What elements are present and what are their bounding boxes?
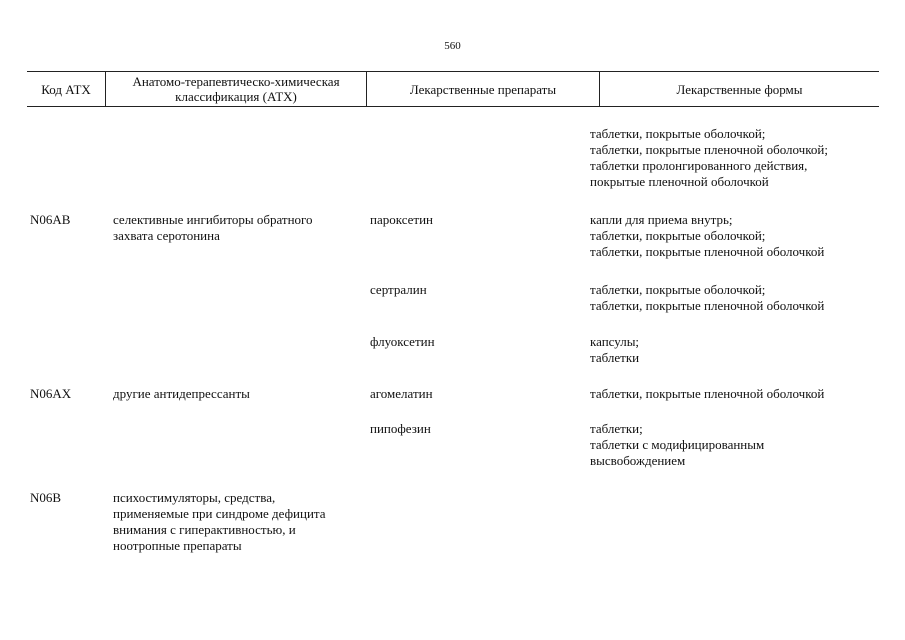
form-line: таблетки, покрытые пленочной оболочкой (590, 244, 825, 259)
form-line: таблетки пролонгированного действия, (590, 158, 808, 173)
forms-cell (590, 212, 824, 260)
forms-cell (590, 282, 824, 314)
header-code: Код АТХ (41, 81, 91, 97)
page-number: 560 (444, 40, 461, 52)
classification-line: селективные ингибиторы обратного (113, 212, 313, 227)
drug-name: агомелатин (370, 386, 433, 401)
drug-name: пароксетин (370, 212, 434, 227)
form-line: покрытые пленочной оболочкой (590, 174, 769, 189)
form-line: таблетки, покрытые пленочной оболочкой; (590, 142, 828, 157)
form-line: капли для приема внутрь; (590, 212, 733, 227)
drug-name: пипофезин (370, 421, 431, 436)
forms-cell (590, 126, 828, 190)
classification-line: внимания с гиперактивностью, и (113, 522, 296, 537)
header-drugs: Лекарственные препараты (409, 81, 557, 97)
forms-cell (590, 386, 824, 402)
header-classification: Анатомо-терапевтическо-химическая классификация (АТХ) (132, 74, 340, 104)
atc-code: N06AX (30, 386, 72, 401)
form-line: таблетки; (590, 421, 643, 436)
header-forms: Лекарственные формы (676, 81, 803, 97)
form-line: таблетки с модифицированным (590, 437, 765, 452)
classification-line: ноотропные препараты (113, 538, 242, 553)
atc-code: N06B (30, 490, 62, 505)
classification-line: захвата серотонина (113, 228, 220, 243)
classification-cell (113, 386, 250, 402)
form-line: таблетки, покрытые пленочной оболочкой (590, 298, 825, 313)
form-line: таблетки, покрытые пленочной оболочкой (590, 386, 825, 401)
forms-cell (590, 421, 764, 469)
drug-name: флуоксетин (370, 334, 435, 349)
form-line: высвобождением (590, 453, 686, 468)
form-line: таблетки, покрытые оболочкой; (590, 126, 766, 141)
classification-cell (113, 212, 313, 244)
classification-line: применяемые при синдроме дефицита (113, 506, 326, 521)
forms-cell (590, 334, 639, 366)
table-header (27, 72, 879, 106)
form-line: таблетки, покрытые оболочкой; (590, 282, 766, 297)
form-line: капсулы; (590, 334, 640, 349)
classification-cell (113, 490, 326, 554)
classification-line: другие антидепрессанты (113, 386, 250, 401)
drug-name: сертралин (370, 282, 427, 297)
table-header-rule (27, 106, 879, 107)
atc-code: N06AB (30, 212, 71, 227)
classification-line: психостимуляторы, средства, (113, 490, 276, 505)
form-line: таблетки (590, 350, 640, 365)
form-line: таблетки, покрытые оболочкой; (590, 228, 766, 243)
